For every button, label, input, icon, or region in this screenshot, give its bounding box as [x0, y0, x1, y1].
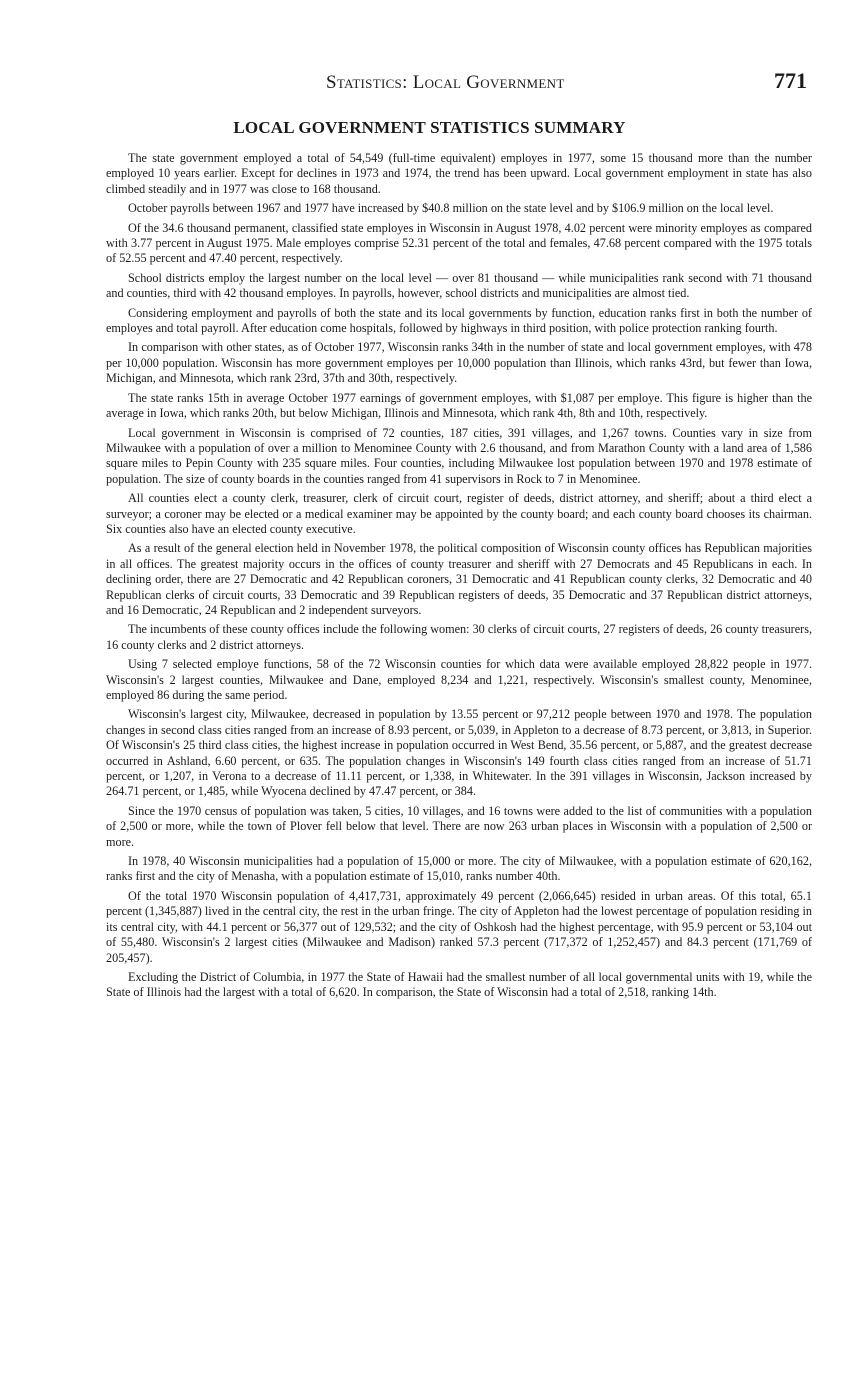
document-title: LOCAL GOVERNMENT STATISTICS SUMMARY	[233, 118, 626, 137]
paragraph: As a result of the general election held in November 1978, the political composition of Wisconsin county offices has Republican majorities in all offices. The greatest majority occurs in the offices of county treasurer and sheriff with 27 Democrats and 45 Republicans in each. In declining order, there are 27 Democratic and 42 Republican coroners, 31 Democratic and 41 Republican county clerks, 32 Democratic and 40 Republican clerks of circuit courts, 33 Democratic and 39 Republican registers of deeds, 35 Democratic and 37 Republican district attorneys, and 16 Democratic, 24 Republican and 2 independent surveyors.	[106, 541, 812, 617]
paragraph: Of the 34.6 thousand permanent, classified state employes in Wisconsin in August 1978, 4.02 percent were minority employes as compared with 3.77 percent in August 1975. Male employes comprise 52.31 percent of the total and females, 47.68 percent compared with the 1975 totals of 52.55 percent and 47.40 percent, respectively.	[106, 220, 812, 266]
paragraph: All counties elect a county clerk, treasurer, clerk of circuit court, register of deeds, district attorney, and sheriff; about a third elect a surveyor; a coroner may be elected or a medical examiner may be appointed by the county board; and each county board chooses its chairman. Six counties also have an elected county executive.	[106, 491, 812, 536]
paragraph: Of the total 1970 Wisconsin population of 4,417,731, approximately 49 percent (2,066,645) resided in urban areas. Of this total, 65.1 percent (1,345,887) lived in the central city, the rest in the urban fringe. The city of Appleton had the lowest percentage of population residing in its central city, with 44.1 percent or 56,377 out of 129,532; and the city of Oshkosh had the highest percentage, with 95.9 percent or 53,104 out of 55,480. Wisconsin's 2 largest cities (Milwaukee and Madison) ranked 57.3 percent (717,372 of 1,252,457) and 84.3 percent (171,769 of 205,457).	[106, 888, 812, 965]
paragraph: The incumbents of these county offices include the following women: 30 clerks of circuit courts, 27 registers of deeds, 26 county treasurers, 16 county clerks and 2 district attorneys.	[106, 622, 812, 652]
paragraph: School districts employ the largest number on the local level — over 81 thousand — while municipalities rank second with 71 thousand and counties, third with 42 thousand employes. In payrolls, however, school districts and municipalities are almost tied.	[106, 270, 812, 301]
paragraph: Local government in Wisconsin is comprised of 72 counties, 187 cities, 391 villages, and 1,267 towns. Counties vary in size from Milwaukee with a population of over a million to Menominee County with 2.6 thousand, and from Marathon County with a land area of 1,586 square miles to Pepin County with 235 square miles. Four counties, including Milwaukee lost population between 1970 and 1978 estimate of population. The size of county boards in the counties ranged from 41 supervisors in Rock to 7 in Menominee.	[106, 425, 812, 486]
paragraph: Since the 1970 census of population was taken, 5 cities, 10 villages, and 16 towns were added to the list of communities with a population of 2,500 or more, while the town of Plover fell below that level. There are now 263 urban places in Wisconsin with a population of 2,500 or more.	[106, 803, 812, 849]
body-text	[106, 151, 812, 1005]
paragraph: Using 7 selected employe functions, 58 of the 72 Wisconsin counties for which data were available employed 28,822 people in 1977. Wisconsin's 2 largest counties, Milwaukee and Dane, employed 8,234 and 1,221, respectively. Wisconsin's smallest county, Menominee, employed 86 during the same period.	[106, 657, 812, 702]
paragraph: In comparison with other states, as of October 1977, Wisconsin ranks 34th in the number of state and local government employes, with 478 per 10,000 population. Wisconsin has more government employes per 10,000 population than Illinois, which ranks 43rd, but fewer than Iowa, Michigan, and Minnesota, which rank 23rd, 37th and 30th, respectively.	[106, 340, 812, 386]
paragraph: In 1978, 40 Wisconsin municipalities had a population of 15,000 or more. The city of Milwaukee, with a population estimate of 620,162, ranks first and the city of Menasha, with a population estimate of 15,010, ranks number 40th.	[106, 854, 812, 884]
page-number: 771	[774, 68, 807, 93]
running-head	[326, 68, 807, 100]
running-title: Statistics: Local Government	[326, 72, 565, 93]
paragraph: The state government employed a total of 54,549 (full-time equivalent) employes in 1977, some 15 thousand more than the number employed 10 years earlier. Except for declines in 1973 and 1974, the trend has been upward. Local government employment in state has also climbed steadily and in 1977 was close to 168 thousand.	[106, 151, 812, 196]
paragraph: October payrolls between 1967 and 1977 have increased by $40.8 million on the state level and by $106.9 million on the local level.	[128, 201, 774, 216]
paragraph: Excluding the District of Columbia, in 1977 the State of Hawaii had the smallest number of all local governmental units with 19, while the State of Illinois had the largest with a total of 6,620. In comparison, the State of Wisconsin had a total of 2,518, ranking 14th.	[106, 969, 812, 1000]
paragraph: Wisconsin's largest city, Milwaukee, decreased in population by 13.55 percent or 97,212 people between 1970 and 1978. The population changes in second class cities ranged from an increase of 8.93 percent, or 5,039, in Appleton to a decrease of 8.73 percent, or 3,813, in Superior. Of Wisconsin's 25 third class cities, the highest increase in population occurred in West Bend, 35.56 percent, or 5,887, and the greatest decrease occurred in Ashland, 6.60 percent, or 635. The population changes in Wisconsin's 149 fourth class cities ranged from an increase of 51.71 percent, or 1,207, in Verona to a decrease of 11.11 percent, or 1,338, in Whitewater. In the 391 villages in Wisconsin, Jackson increased by 264.71 percent, or 1,485, while Wyocena declined by 47.47 percent, or 384.	[106, 707, 812, 799]
paragraph: The state ranks 15th in average October 1977 earnings of government employes, with $1,087 per employe. This figure is higher than the average in Iowa, which ranks 20th, but below Michigan, Illinois and Minnesota, which rank 4th, 8th and 10th, respectively.	[106, 390, 812, 421]
paragraph: Considering employment and payrolls of both the state and its local governments by function, education ranks first in both the number of employes and total payroll. After education come hospitals, followed by highways in third position, with police protection ranking fourth.	[106, 305, 812, 336]
